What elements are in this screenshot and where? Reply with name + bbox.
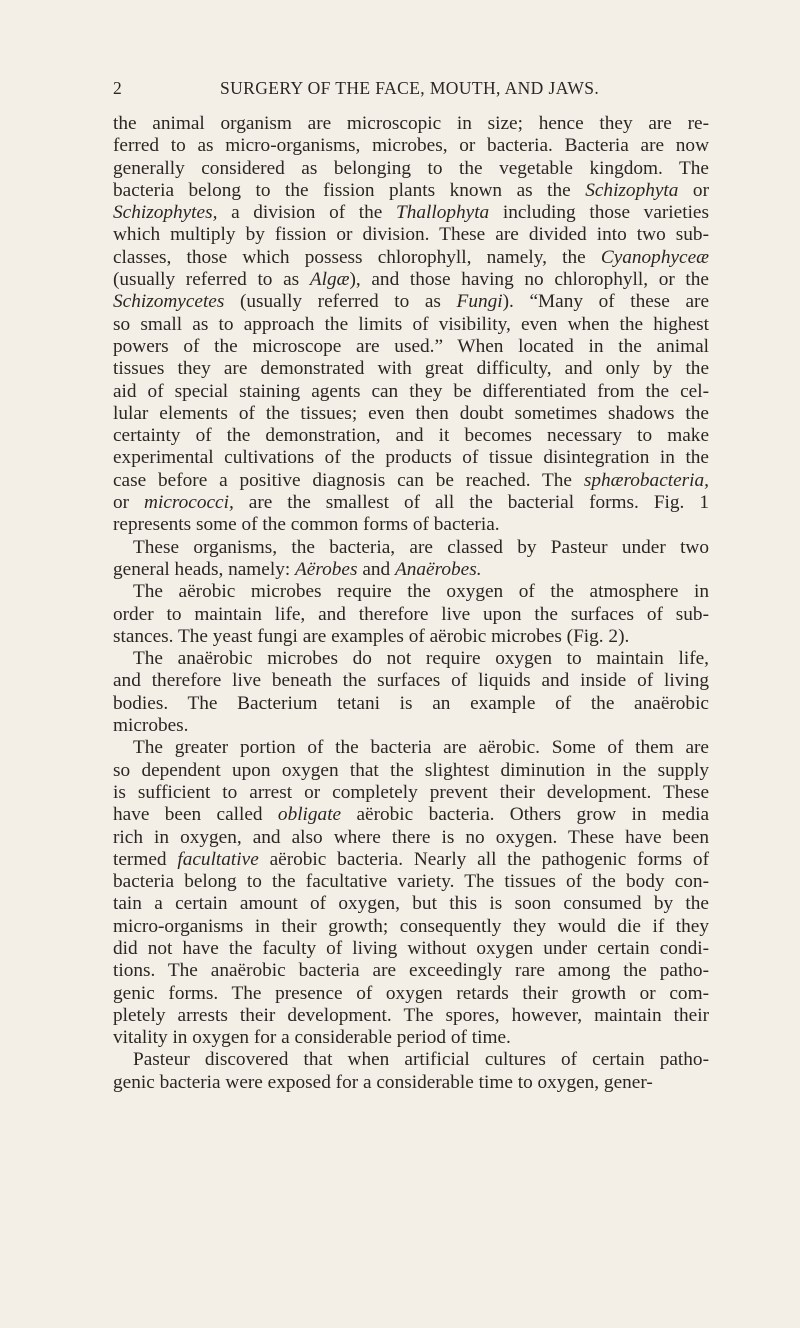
text-line: is sufficient to arrest or completely prevent their development. These xyxy=(113,781,709,803)
text-line: lular elements of the tissues; even then doubt sometimes shadows the xyxy=(113,402,709,424)
text-line: (usually referred to as Algæ), and those having no chlorophyll, or the xyxy=(113,269,709,291)
text-line: order to maintain life, and therefore live upon the surfaces of sub- xyxy=(113,603,709,625)
text-line: termed facultative aërobic bacteria. Nearly all the pathogenic forms of xyxy=(113,848,709,870)
text-line: or micrococci, are the smallest of all the bacterial forms. Fig. 1 xyxy=(113,492,709,514)
text-line: case before a positive diagnosis can be reached. The sphærobacteria, xyxy=(113,469,709,491)
text-line: powers of the microscope are used.” When located in the animal xyxy=(113,335,709,357)
text-line: microbes. xyxy=(113,715,189,737)
text-line: aid of special staining agents can they be differentiated from the cel- xyxy=(113,380,709,402)
text-line: stances. The yeast fungi are examples of aërobic microbes (Fig. 2). xyxy=(113,625,630,647)
body-text xyxy=(113,113,709,1094)
text-line: experimental cultivations of the products of tissue disintegration in the xyxy=(113,447,709,469)
text-line: These organisms, the bacteria, are classed by Pasteur under two xyxy=(133,536,709,558)
text-line: which multiply by fission or division. These are divided into two sub- xyxy=(113,224,709,246)
text-line: micro-organisms in their growth; consequently they would die if they xyxy=(113,915,709,937)
text-line: Pasteur discovered that when artificial cultures of certain patho- xyxy=(133,1049,709,1071)
text-line: the animal organism are microscopic in size; hence they are re- xyxy=(113,113,709,134)
text-line: represents some of the common forms of bacteria. xyxy=(113,514,500,536)
text-line: genic bacteria were exposed for a considerable time to oxygen, gener- xyxy=(113,1071,653,1093)
text-line: did not have the faculty of living without oxygen under certain condi- xyxy=(113,937,709,959)
text-line: bacteria belong to the fission plants known as the Schizophyta or xyxy=(113,179,709,201)
text-line: generally considered as belonging to the vegetable kingdom. The xyxy=(113,157,709,179)
text-line: tions. The anaërobic bacteria are exceedingly rare among the patho- xyxy=(113,960,709,982)
text-line: vitality in oxygen for a considerable period of time. xyxy=(113,1027,511,1049)
page-number: 2 xyxy=(113,78,123,98)
text-line: certainty of the demonstration, and it becomes necessary to make xyxy=(113,425,709,447)
text-line: genic forms. The presence of oxygen retards their growth or com- xyxy=(113,982,709,1004)
text-line: Schizophytes, a division of the Thallophyta including those varieties xyxy=(113,202,709,224)
text-line: tissues they are demonstrated with great difficulty, and only by the xyxy=(113,358,709,380)
text-line: and therefore live beneath the surfaces of liquids and inside of living xyxy=(113,670,709,692)
text-line: The greater portion of the bacteria are aërobic. Some of them are xyxy=(133,737,709,759)
text-line: so dependent upon oxygen that the slightest diminution in the supply xyxy=(113,759,709,781)
text-line: general heads, namely: Aërobes and Anaërobes. xyxy=(113,558,482,580)
text-line: ferred to as micro-organisms, microbes, or bacteria. Bacteria are now xyxy=(113,135,709,157)
text-line: have been called obligate aërobic bacteria. Others grow in media xyxy=(113,804,709,826)
running-title: SURGERY OF THE FACE, MOUTH, AND JAWS. xyxy=(220,78,600,98)
text-line: classes, those which possess chlorophyll, namely, the Cyanophyceæ xyxy=(113,246,709,268)
text-line: tain a certain amount of oxygen, but this is soon consumed by the xyxy=(113,893,709,915)
text-line: The anaërobic microbes do not require oxygen to maintain life, xyxy=(133,648,709,670)
text-line: Schizomycetes (usually referred to as Fungi). “Many of these are xyxy=(113,291,710,313)
text-line: pletely arrests their development. The spores, however, maintain their xyxy=(113,1004,709,1026)
text-line: bodies. The Bacterium tetani is an example of the anaërobic xyxy=(113,692,709,714)
text-line: so small as to approach the limits of visibility, even when the highest xyxy=(113,313,709,335)
text-line: The aërobic microbes require the oxygen of the atmosphere in xyxy=(133,581,709,603)
text-line: bacteria belong to the facultative variety. The tissues of the body con- xyxy=(113,871,709,893)
text-line: rich in oxygen, and also where there is no oxygen. These have been xyxy=(113,826,709,848)
